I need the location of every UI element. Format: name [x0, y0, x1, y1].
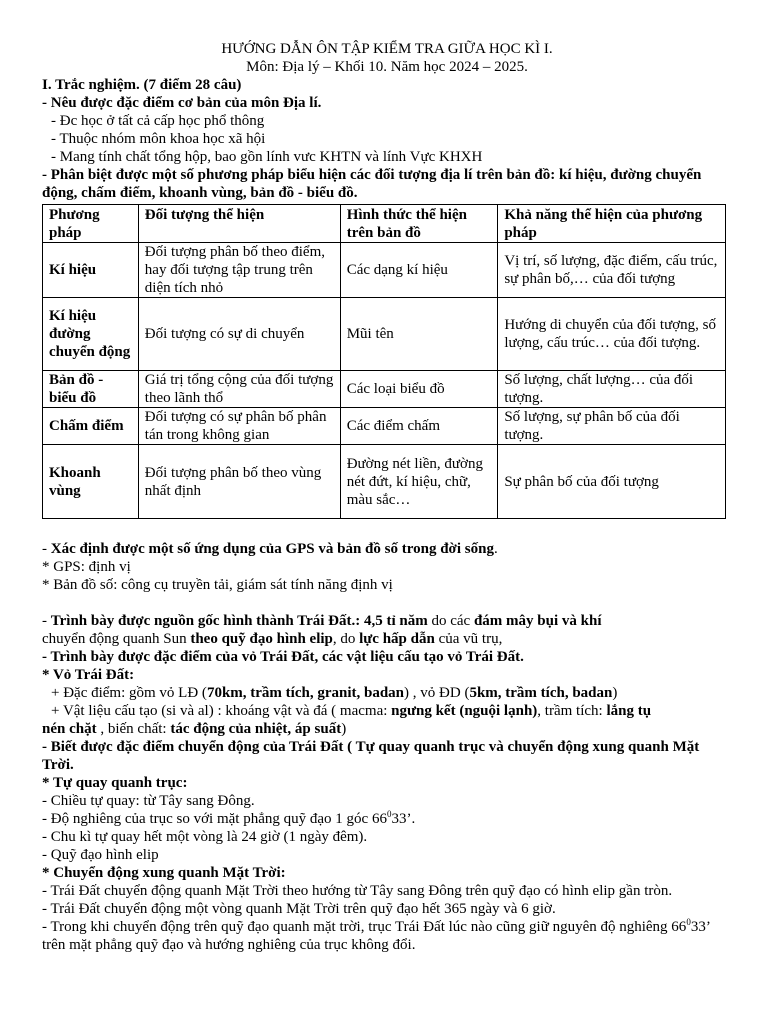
rotation-heading: * Tự quay quanh trục: — [42, 775, 188, 791]
gps-item: * GPS: định vị — [42, 559, 131, 575]
rotation-item: - Độ nghiêng của trục so với mặt phẳng quỹ đạo 1 góc $66^033$’. — [42, 809, 416, 827]
doc-title: HƯỚNG DẪN ÔN TẬP KIỂM TRA GIỮA HỌC KÌ I. — [221, 41, 553, 57]
rotation-item: - Chiều tự quay: từ Tây sang Đông. — [42, 793, 255, 809]
table-row — [43, 298, 726, 371]
table-cell: Kí hiệu đường chuyển động — [43, 298, 139, 371]
table-cell: Đường nét liền, đường nét đứt, kí hiệu, chữ, màu sắc… — [340, 445, 498, 519]
gps-heading: - Xác định được một số ứng dụng của GPS và bản đồ số trong đời sống. — [42, 541, 498, 557]
table-header-row — [43, 205, 726, 243]
req1-heading: - Nêu được đặc điểm cơ bản của môn Địa lí. — [42, 95, 322, 111]
gps-item: * Bản đồ số: công cụ truyền tải, giám sát tính năng định vị — [42, 577, 393, 593]
req1-item: - Thuộc nhóm môn khoa học xã hội — [51, 131, 266, 147]
crust-heading: - Trình bày được đặc điểm của vỏ Trái Đất, các vật liệu cấu tạo vỏ Trái Đất. — [42, 649, 524, 665]
table-row — [43, 371, 726, 408]
table-cell: Khoanh vùng — [43, 445, 139, 519]
section1-heading: I. Trắc nghiệm. (7 điểm 28 câu) — [42, 77, 242, 93]
table-cell: Mũi tên — [340, 298, 498, 371]
rotation-item: - Chu kì tự quay hết một vòng là 24 giờ (1 ngày đêm). — [42, 829, 368, 845]
table-row — [43, 408, 726, 445]
method-table — [42, 204, 726, 519]
origin-paragraph: - Trình bày được nguồn gốc hình thành Trái Đất.: 4,5 tỉ năm do các đám mây bụi và khí chuyển động quanh Sun theo quỹ đạo hình elip, do lực hấp dẫn của vũ trụ, — [42, 613, 602, 647]
crust-features: + Đặc điểm: gồm vỏ LĐ (70km, trầm tích, granit, badan) , vỏ ĐD (5km, trầm tích, badan) — [51, 685, 618, 701]
orbit-item: - Trái Đất chuyển động một vòng quanh Mặt Trời trên quỹ đạo hết 365 ngày và 6 giờ. — [42, 901, 556, 917]
req1-item: - Mang tính chất tổng hộp, bao gồn lính vưc KHTN và lính Vực KHXH — [51, 149, 483, 165]
table-cell: Vị trí, số lượng, đặc điểm, cấu trúc, sự phân bố,… của đối tượng — [498, 243, 726, 298]
table-row — [43, 445, 726, 519]
doc-subtitle: Môn: Địa lý – Khối 10. Năm học 2024 – 2025. — [246, 59, 528, 75]
table-cell: Bản đồ - biểu đồ — [43, 371, 139, 408]
table-cell: Chấm điểm — [43, 408, 139, 445]
table-cell: Sự phân bố của đối tượng — [498, 445, 726, 519]
motion-heading: - Biết được đặc điểm chuyển động của Trái Đất ( Tự quay quanh trục và chuyển động xung quanh Mặt Trời. — [42, 739, 700, 773]
crust-materials: + Vật liệu cấu tạo (si và al) : khoáng vật và đá ( macma: ngưng kết (nguội lạnh), trầm tích: lắng tụ nén chặt , biến chất: tác động của nhiệt, áp suất) — [42, 703, 652, 737]
table-header: Đối tượng thể hiện — [138, 205, 340, 243]
spacer — [42, 594, 732, 612]
lower-section — [42, 540, 732, 954]
orbit-item: - Trong khi chuyển động trên quỹ đạo quanh mặt trời, trục Trái Đất lúc nào cũng giữ nguyên độ nghiêng $66^033$’ trên mặt phẳng quỹ đạo và hướng nghiêng của trục không đổi. — [42, 917, 710, 953]
table-cell: Hướng di chuyển của đối tượng, số lượng, cấu trúc… của đối tượng. — [498, 298, 726, 371]
table-cell: Các loại biểu đồ — [340, 371, 498, 408]
table-cell: Đối tượng có sự phân bố phân tán trong không gian — [138, 408, 340, 445]
table-cell: Kí hiệu — [43, 243, 139, 298]
table-cell: Giá trị tổng cộng của đối tượng theo lãnh thổ — [138, 371, 340, 408]
table-cell: Các dạng kí hiệu — [340, 243, 498, 298]
orbit-heading: * Chuyển động xung quanh Mặt Trời: — [42, 865, 286, 881]
orbit-item: - Trái Đất chuyển động quanh Mặt Trời theo hướng từ Tây sang Đông trên quỹ đạo có hình elip gần tròn. — [42, 883, 673, 899]
req2-heading: - Phân biệt được một số phương pháp biểu hiện các đối tượng địa lí trên bản đồ: kí hiệu, đường chuyển động, chấm điểm, khoanh vùng, bản đồ - biểu đồ. — [42, 167, 702, 201]
crust-subheading: * Vỏ Trái Đất: — [42, 667, 135, 683]
table-cell: Đối tượng phân bố theo điểm, hay đối tượng tập trung trên diện tích nhỏ — [138, 243, 340, 298]
table-header: Hình thức thể hiện trên bản đồ — [340, 205, 498, 243]
table-cell: Các điểm chấm — [340, 408, 498, 445]
table-cell: Đối tượng phân bố theo vùng nhất định — [138, 445, 340, 519]
table-cell: Số lượng, sự phân bố của đối tượng. — [498, 408, 726, 445]
table-header: Khả năng thể hiện của phương pháp — [498, 205, 726, 243]
table-header: Phương pháp — [43, 205, 139, 243]
rotation-item: - Quỹ đạo hình elip — [42, 847, 159, 863]
req1-item: - Đc học ở tất cả cấp học phổ thông — [51, 113, 265, 129]
table-cell: Đối tượng có sự di chuyển — [138, 298, 340, 371]
document-page — [42, 40, 732, 202]
table-cell: Số lượng, chất lượng… của đối tượng. — [498, 371, 726, 408]
table-row — [43, 243, 726, 298]
